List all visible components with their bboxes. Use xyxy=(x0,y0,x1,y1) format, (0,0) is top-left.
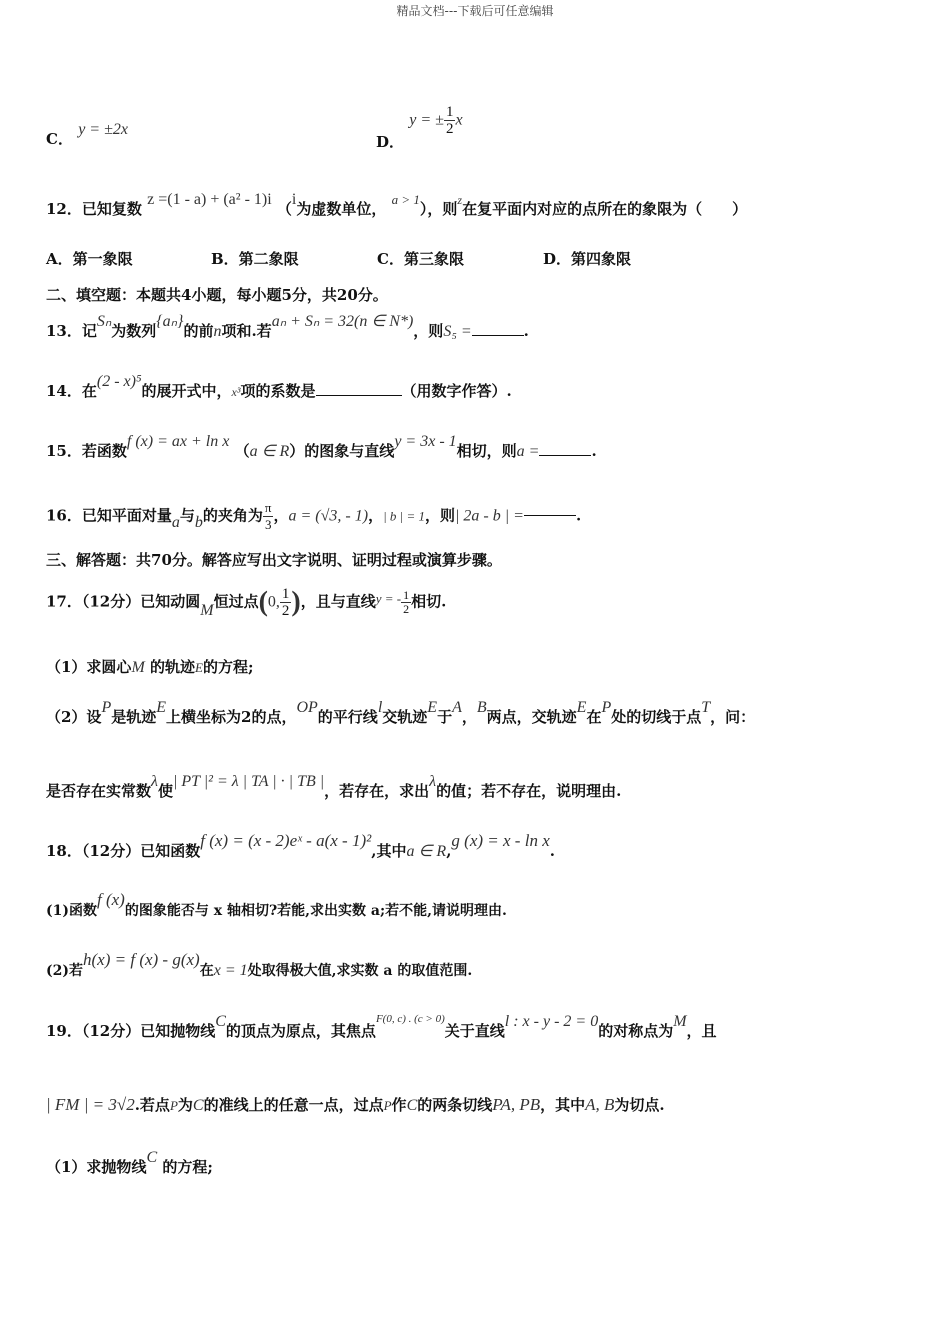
q13-text: 项和.若 xyxy=(221,322,272,340)
q19-math: M xyxy=(673,1013,687,1030)
q19-text: 为 xyxy=(177,1096,193,1114)
q16-text: ， xyxy=(368,506,384,525)
q13-math-s5: S₅ = xyxy=(443,323,472,340)
q18-part-1 xyxy=(46,890,507,920)
q19-math: C xyxy=(146,1149,158,1166)
q16-math-b: b xyxy=(194,513,203,531)
q17-text: 上横坐标为2的点， xyxy=(166,708,297,726)
q17-math: P xyxy=(101,699,112,716)
q19-text: 的对称点为 xyxy=(598,1022,674,1040)
q17-text: 两点，交轨迹 xyxy=(486,708,577,726)
q17-text: 的平行线 xyxy=(317,708,378,726)
q17-text: 处的切线于点 xyxy=(611,708,702,726)
q16-math-a: a xyxy=(171,513,180,531)
q17-paren-left: ( xyxy=(258,586,268,618)
q17-math: E xyxy=(576,699,587,716)
q11-c-math: y = ±2x xyxy=(78,121,128,138)
q16-text: 的夹角为 xyxy=(202,506,263,525)
q17-text: ，若存在，求出 xyxy=(324,782,430,800)
q18-stem xyxy=(46,831,555,861)
q16 xyxy=(46,500,581,533)
q17-text: 使 xyxy=(157,782,173,800)
q17-text: 在 xyxy=(586,708,602,726)
q16-math-result: | 2a - b | = xyxy=(455,507,524,525)
q11-c-label: C． xyxy=(46,130,73,148)
q18-part-2 xyxy=(46,950,473,980)
q19-math-fm: | FM | = 3√2 xyxy=(46,1095,135,1114)
q18-text: . xyxy=(549,842,555,860)
q12-option-c: C．第三象限 xyxy=(377,250,464,268)
q18-text: 在 xyxy=(199,963,214,979)
q17-math-line: y = - xyxy=(375,590,402,606)
q17-math: E xyxy=(195,660,203,675)
q14-text: 的展开式中， xyxy=(141,382,232,400)
q11-option-c xyxy=(46,121,128,149)
q12-text: ），则 xyxy=(419,200,458,218)
q13-text: . xyxy=(523,322,529,340)
q17-paren-right: ) xyxy=(291,586,301,618)
q12-option-b: B．第二象限 xyxy=(211,250,299,268)
q17-math: E xyxy=(427,699,438,716)
section-2-heading: 二、填空题：本题共4小题，每小题5分，共20分。 xyxy=(46,286,388,304)
q19-math: A, B xyxy=(585,1095,615,1114)
q18-text: ,其中 xyxy=(371,842,407,860)
q17-text: 恒过点 xyxy=(213,592,259,611)
q15-math-a-in-r: a ∈ R xyxy=(249,443,290,460)
q16-angle-fraction: $\frac{\pi}{3}$ xyxy=(264,500,272,532)
q17-math: λ xyxy=(429,773,437,790)
q19-text: （1）求抛物线 xyxy=(46,1158,147,1176)
q17-math-m: M xyxy=(200,601,214,619)
q13-math-cond: aₙ + Sₙ = 32(n ∈ N*) xyxy=(271,313,414,330)
q15-math-a: a = xyxy=(516,443,540,460)
q12-text: 12．已知复数 xyxy=(46,200,142,218)
q17-math: OP xyxy=(296,699,318,716)
q19-text: 作 xyxy=(391,1096,407,1114)
q19-text: 的准线上的任意一点，过点 xyxy=(203,1096,384,1114)
q15-text: 15．若函数 xyxy=(46,442,127,460)
q18-math: f (x) xyxy=(97,890,125,909)
q11-d-label: D． xyxy=(376,132,405,151)
q12-stem xyxy=(46,191,748,219)
q19-text: ，且 xyxy=(686,1022,717,1040)
page-header: 精品文档---下载后可任意编辑 xyxy=(396,4,554,18)
q13-text: 13．记 xyxy=(46,322,97,340)
q19-text: 为切点. xyxy=(614,1096,665,1114)
q19-math: P xyxy=(383,1098,392,1113)
q14-text: 项的系数是 xyxy=(240,382,316,400)
q17-text: 相切. xyxy=(411,592,447,611)
q17-line-fraction: $\frac{1}{2}$ xyxy=(403,588,410,616)
q16-answer-blank xyxy=(524,514,576,516)
q17-stem xyxy=(46,586,446,619)
q12-math-a: a > 1 xyxy=(391,192,420,207)
q17-text: （2）设 xyxy=(46,708,102,726)
q12-text: 在复平面内对应的点所在的象限为（ ） xyxy=(462,200,748,218)
q13-text: 为数列 xyxy=(111,322,157,340)
q17-text: 的轨迹 xyxy=(150,658,196,676)
q19-text: 19．（12分）已知抛物线 xyxy=(46,1022,216,1040)
q18-text: , xyxy=(446,842,452,860)
q17-part-1 xyxy=(46,656,254,677)
q19-math: P xyxy=(169,1098,178,1113)
q13-text: 的前 xyxy=(183,322,214,340)
q16-math-vec-a: a = (√3, - 1) xyxy=(288,507,369,525)
q13-text: ，则 xyxy=(413,322,444,340)
q12-math-i: i xyxy=(291,191,297,208)
q14-math-x3: x³ xyxy=(231,385,241,399)
q17-math: M xyxy=(131,659,145,676)
q17-text: 交轨迹 xyxy=(382,708,428,726)
q17-part-2 xyxy=(46,699,756,727)
q15 xyxy=(46,433,597,461)
q17-text: ， xyxy=(461,708,477,726)
q18-text: 处取得极大值,求实数 a 的取值范围. xyxy=(247,963,473,979)
q15-text: ）的图象与直线 xyxy=(289,442,395,460)
q19-math-line: l : x - y - 2 = 0 xyxy=(504,1013,599,1030)
q15-text: （ xyxy=(234,442,250,460)
q18-math: x = 1 xyxy=(213,962,248,979)
q19-text: 的顶点为原点，其焦点 xyxy=(225,1022,376,1040)
q12-text: （ xyxy=(276,200,292,218)
q17-text: 是否存在实常数 xyxy=(46,782,152,800)
q14-text: 14．在 xyxy=(46,382,97,400)
q17-text: 于 xyxy=(437,708,453,726)
q15-answer-blank xyxy=(539,454,591,456)
q16-text: ，则 xyxy=(425,506,456,525)
section-3-heading: 三、解答题：共70分。解答应写出文字说明、证明过程或演算步骤。 xyxy=(46,551,502,569)
q18-text: (1)函数 xyxy=(46,903,97,919)
q18-math-f: f (x) = (x - 2)eˣ - a(x - 1)² xyxy=(200,831,372,850)
q17-point-fraction: $\frac{1}{2}$ xyxy=(281,586,290,619)
q17-text: 是轨迹 xyxy=(111,708,157,726)
q12-text: 为虚数单位， xyxy=(296,200,387,218)
q11-d-math-post: x xyxy=(455,111,463,129)
q14-text: （用数字作答）. xyxy=(401,382,512,400)
q17-math: A xyxy=(452,699,462,716)
q19-text: 的方程; xyxy=(162,1158,213,1176)
q19-text: .若点 xyxy=(134,1096,170,1114)
q19-text: 关于直线 xyxy=(444,1022,505,1040)
q17-part-2-cont xyxy=(46,773,622,801)
q16-text: 16．已知平面对量 xyxy=(46,506,172,525)
q18-text: 18．（12分）已知函数 xyxy=(46,842,201,860)
q16-text: ， xyxy=(273,506,289,525)
q12-math-z: z =(1 - a) + (a² - 1)i xyxy=(147,191,272,208)
q17-math: λ xyxy=(151,773,158,790)
q11-d-fraction: $\frac{1}{2}$ xyxy=(445,104,454,137)
q19-stem xyxy=(46,1013,717,1041)
q17-text: ，且与直线 xyxy=(300,592,376,611)
q18-text: 的图象能否与 x 轴相切?若能,求出实数 a;若不能,请说明理由. xyxy=(124,903,507,919)
q17-point-x: 0, xyxy=(267,593,280,611)
q13 xyxy=(46,313,529,341)
q17-text: ，问： xyxy=(710,708,756,726)
q19-stem-cont xyxy=(46,1094,665,1115)
q13-answer-blank xyxy=(472,334,524,336)
q18-math: h(x) = f (x) - g(x) xyxy=(83,950,200,969)
q14-answer-blank xyxy=(316,394,402,396)
q17-text: 的值；若不存在，说明理由. xyxy=(436,782,622,800)
q15-math-line: y = 3x - 1 xyxy=(394,433,457,450)
q19-text: 的两条切线 xyxy=(417,1096,493,1114)
q19-math-focus: F(0, c) . (c > 0) xyxy=(375,1013,445,1025)
q19-part-1 xyxy=(46,1149,213,1177)
q13-math-n: n xyxy=(213,323,222,340)
q19-math: C xyxy=(192,1097,204,1114)
q14-math-binom: (2 - x)⁵ xyxy=(96,373,142,390)
q17-text: 17．（12分）已知动圆 xyxy=(46,592,201,611)
q16-text: . xyxy=(575,506,582,525)
q17-math: B xyxy=(476,699,487,716)
q19-math: PA, PB xyxy=(492,1095,541,1114)
q11-option-d xyxy=(376,104,463,151)
q12-math-z2: z xyxy=(457,193,463,207)
q18-math-g: g (x) = x - ln x xyxy=(451,831,550,850)
q13-math-sn: Sₙ xyxy=(96,313,112,330)
q12-option-d: D．第四象限 xyxy=(543,250,632,268)
q12-option-a: A．第一象限 xyxy=(46,250,133,268)
q17-math: P xyxy=(601,699,612,716)
q17-math: T xyxy=(701,699,711,716)
q14 xyxy=(46,373,512,401)
q11-d-math-pre: y = ± xyxy=(409,111,444,129)
q16-math-norm-b: | b | = 1 xyxy=(383,508,425,524)
q18-math-a-in-r: a ∈ R xyxy=(406,843,447,860)
q19-text: ，其中 xyxy=(540,1096,586,1114)
q15-text: 相切，则 xyxy=(456,442,517,460)
q17-text: 的方程; xyxy=(202,658,254,676)
q18-text: (2)若 xyxy=(46,963,83,979)
q17-math: E xyxy=(156,699,167,716)
q17-text: （1）求圆心 xyxy=(46,658,132,676)
q13-math-an: {aₙ} xyxy=(156,313,184,330)
q19-math: C xyxy=(406,1097,418,1114)
q15-math-f: f (x) = ax + ln x xyxy=(126,433,230,450)
q19-math: C xyxy=(215,1013,226,1030)
q17-math: | PT |² = λ | TA | · | TB | xyxy=(172,773,325,790)
q17-math: l xyxy=(377,699,383,716)
q15-text: . xyxy=(591,442,597,460)
q16-text: 与 xyxy=(179,506,195,525)
